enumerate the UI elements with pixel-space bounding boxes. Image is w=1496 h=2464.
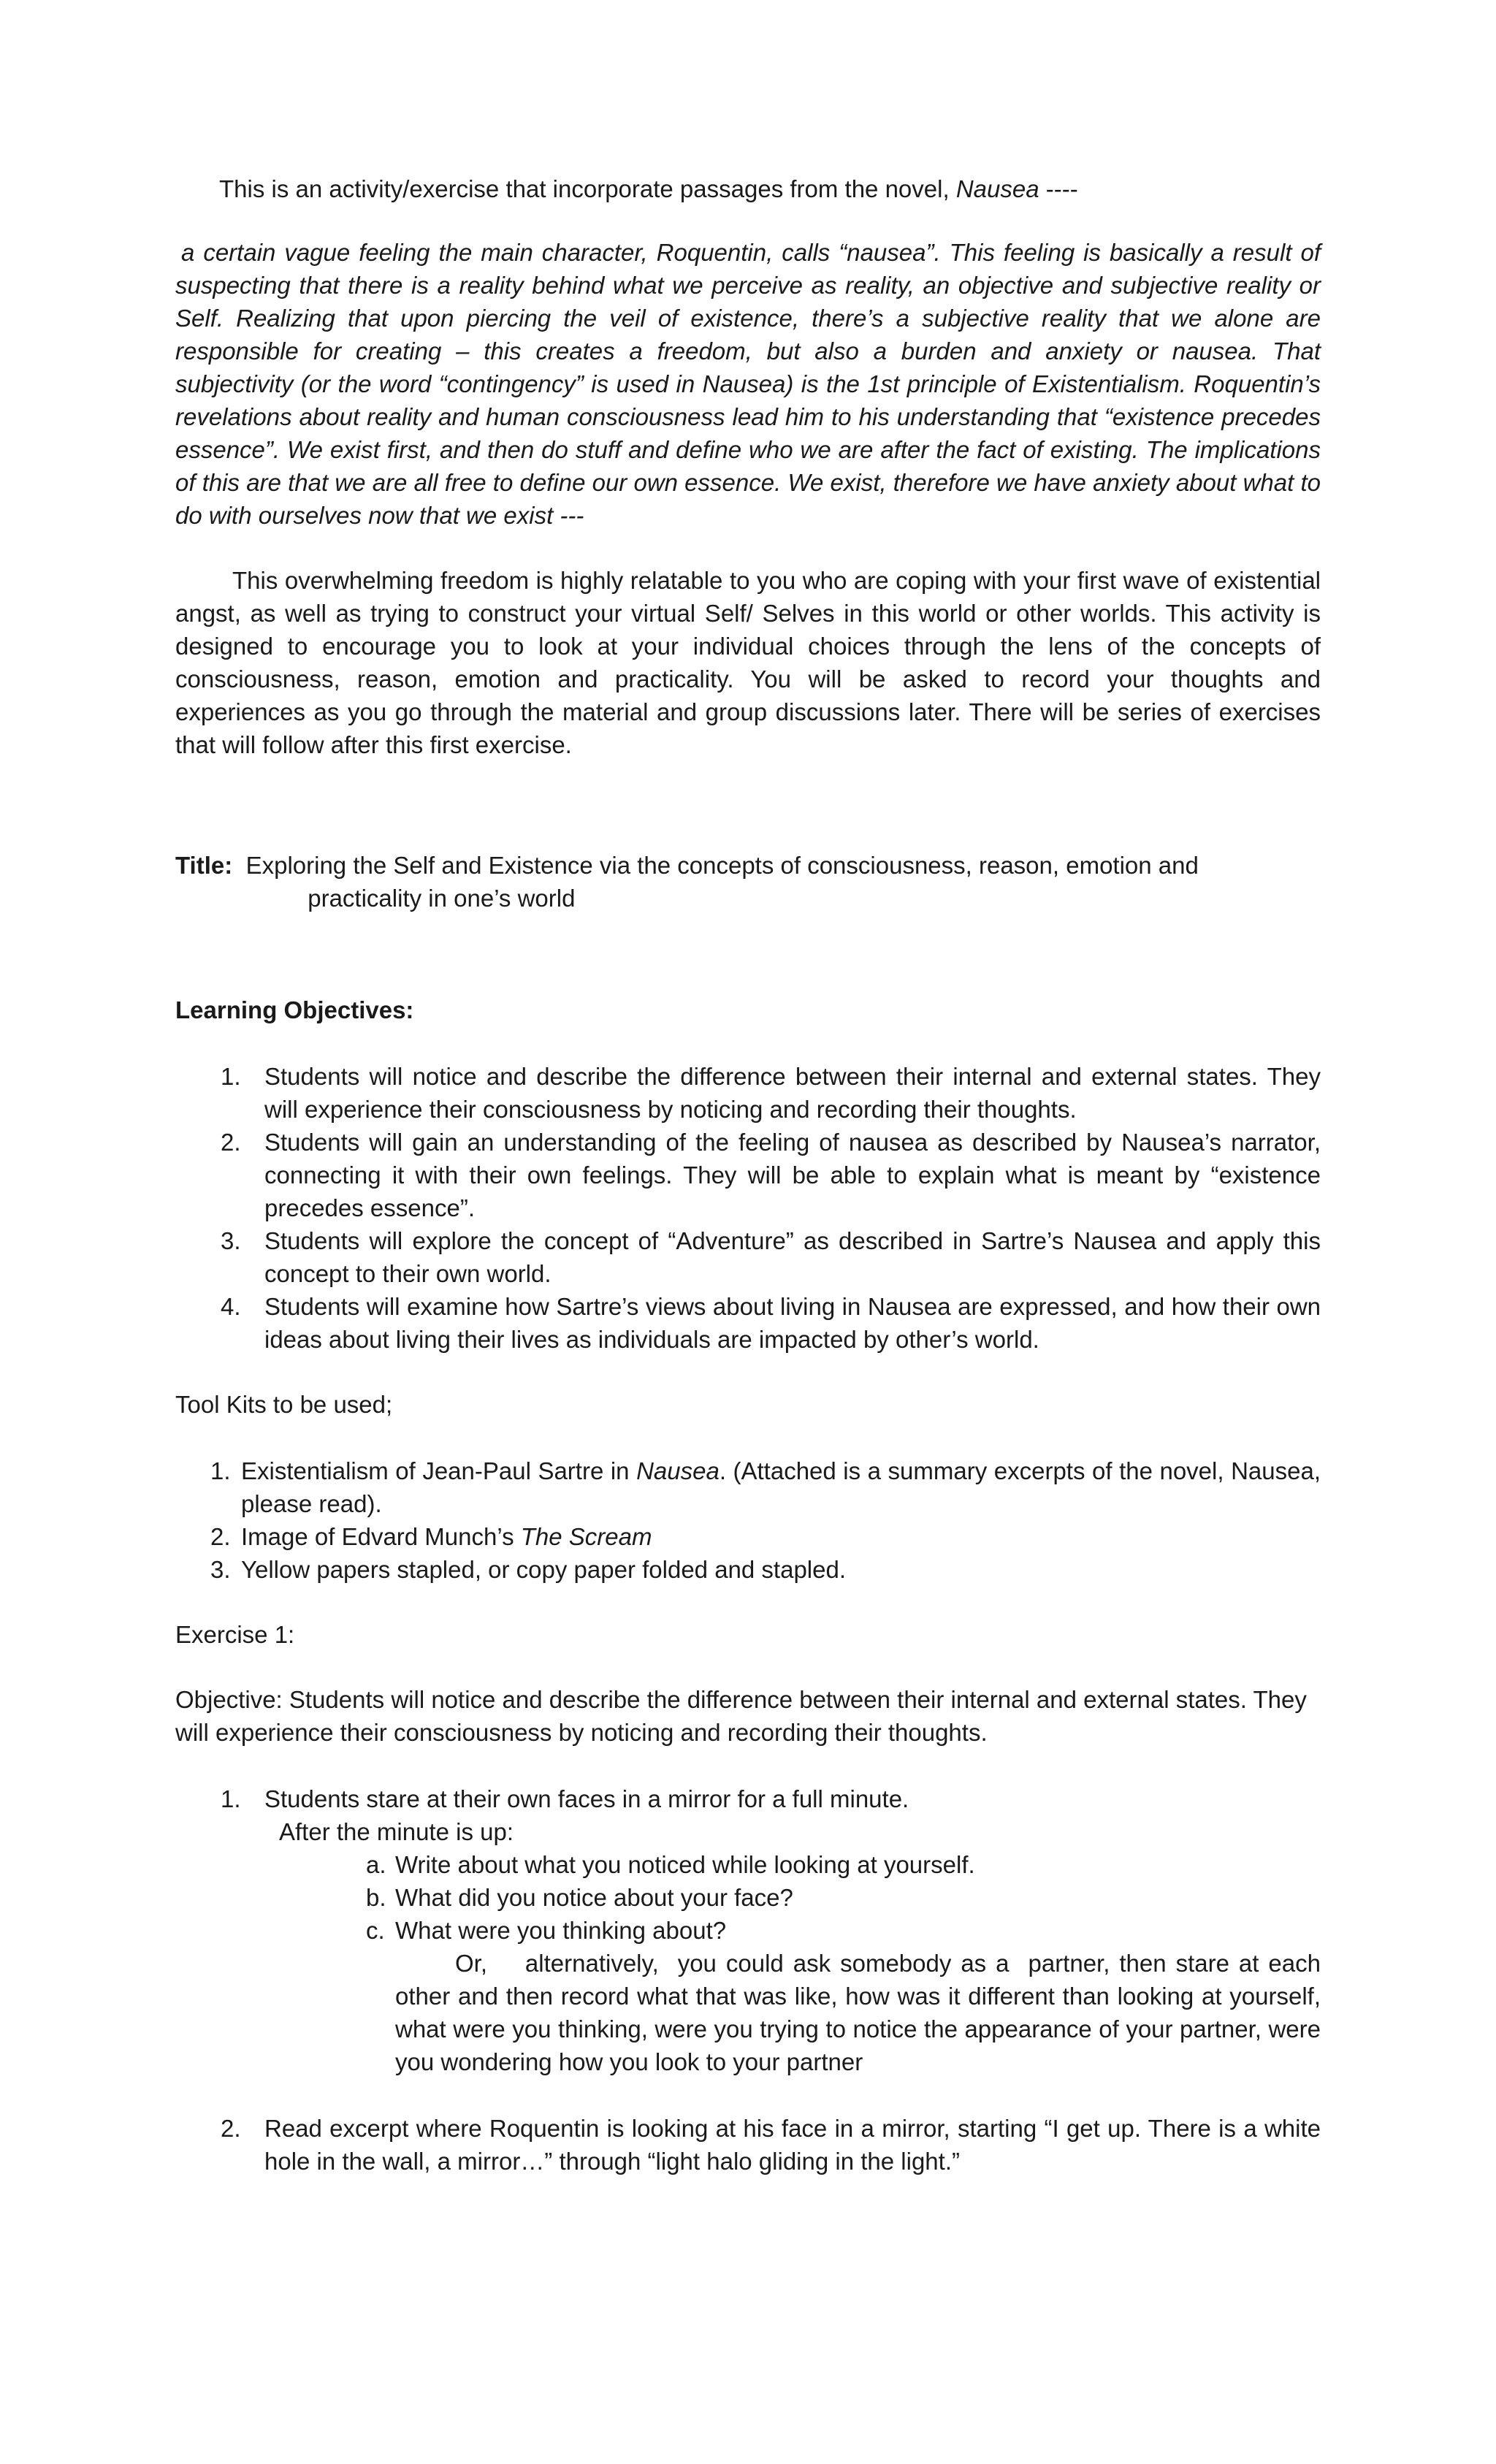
list-item: 2. Students will gain an understanding of the feeling of nausea as described by Nausea’s narrator, connecting it with their own feelings. They will be able to explain what is meant by “existence precedes essence”.: [221, 1129, 1321, 1221]
title-label: Title:: [175, 852, 233, 879]
step-sub-intro: After the minute is up:: [279, 1818, 514, 1845]
list-item: 3. Yellow papers stapled, or copy paper folded and stapled.: [210, 1556, 847, 1583]
learning-objectives-list: [175, 1060, 1321, 1356]
tool-kits-list: [175, 1454, 1321, 1586]
title-line-1: Exploring the Self and Existence via the concepts of consciousness, reason, emotion and: [245, 852, 1199, 879]
activity-title: [175, 849, 1321, 915]
list-item: 3. Students will explore the concept of “Adventure” as described in Sartre’s Nausea and apply this concept to their own world.: [221, 1227, 1321, 1287]
learning-objectives-heading: Learning Objectives:: [175, 996, 414, 1023]
list-item: 1. Students will notice and describe the difference between their internal and external states. They will experience their consciousness by noticing and recording their thoughts.: [221, 1063, 1321, 1123]
exercise-heading: Exercise 1:: [175, 1621, 295, 1648]
list-item: b. What did you notice about your face?: [366, 1884, 793, 1911]
list-item: a. Write about what you noticed while looking at yourself.: [366, 1851, 975, 1878]
exercise-objective: Objective: Students will notice and describe the difference between their internal and external states. They will experience their consciousness by noticing and recording their thoughts.: [175, 1686, 1307, 1746]
list-item: 2. Image of Edvard Munch’s The Scream: [210, 1523, 652, 1550]
exercise-steps-continued: [175, 2112, 1321, 2178]
intro-line: This is an activity/exercise that incorporate passages from the novel, Nausea ----: [219, 175, 1078, 202]
freedom-paragraph: This overwhelming freedom is highly relatable to you who are coping with your first wave of existential angst, as well as trying to construct your virtual Self/ Selves in this world or other worlds. This activity is designed to encourage you to look at your individual choices through the lens of the concepts of consciousness, reason, emotion and practicality. You will be asked to record your thoughts and experiences as you go through the material and group discussions later. There will be series of exercises that will follow after this first exercise.: [175, 567, 1321, 758]
list-item: c. What were you thinking about?: [366, 1917, 727, 1944]
nausea-passage: a certain vague feeling the main character, Roquentin, calls “nausea”. This feeling is basically a result of suspecting that there is a reality behind what we perceive as reality, an objective and subjective reality or Self. Realizing that upon piercing the veil of existence, there’s a subjective reality that we alone are responsible for creating – this creates a freedom, but also a burden and anxiety or nausea. That subjectivity (or the word “contingency” is used in Nausea) is the 1st principle of Existentialism. Roquentin’s revelations about reality and human consciousness lead him to his understanding that “existence precedes essence”. We exist first, and then do stuff and define who we are after the fact of existing. The implications of this are that we are all free to define our own essence. We exist, therefore we have anxiety about what to do with ourselves now that we exist ---: [175, 239, 1321, 529]
novel-title: Nausea: [955, 175, 1039, 202]
list-item: 1. Students stare at their own faces in a mirror for a full minute.: [221, 1785, 909, 1812]
title-line-2: practicality in one’s world: [308, 885, 576, 912]
list-item: 4. Students will examine how Sartre’s views about living in Nausea are expressed, and how their own ideas about living their lives as individuals are impacted by other’s world.: [221, 1293, 1321, 1353]
list-item: 1. Existentialism of Jean-Paul Sartre in Nausea. (Attached is a summary excerpts of the novel, Nausea, please read).: [210, 1457, 1321, 1517]
list-item: 2. Read excerpt where Roquentin is looking at his face in a mirror, starting “I get up. There is a white hole in the wall, a mirror…” through “light halo gliding in the light.”: [221, 2115, 1321, 2175]
document-page: [175, 172, 1328, 2178]
tool-kits-heading: Tool Kits to be used;: [175, 1391, 393, 1418]
step-sub-list: [175, 1848, 1321, 1947]
alternative-instruction: Or, alternatively, you could ask somebody as a partner, then stare at each other and then record what that was like, how was it different than looking at yourself, what were you thinking, were you trying to notice the appearance of your partner, were you wondering how you look to your partner: [395, 1950, 1328, 2075]
exercise-steps: [175, 1782, 1321, 1815]
